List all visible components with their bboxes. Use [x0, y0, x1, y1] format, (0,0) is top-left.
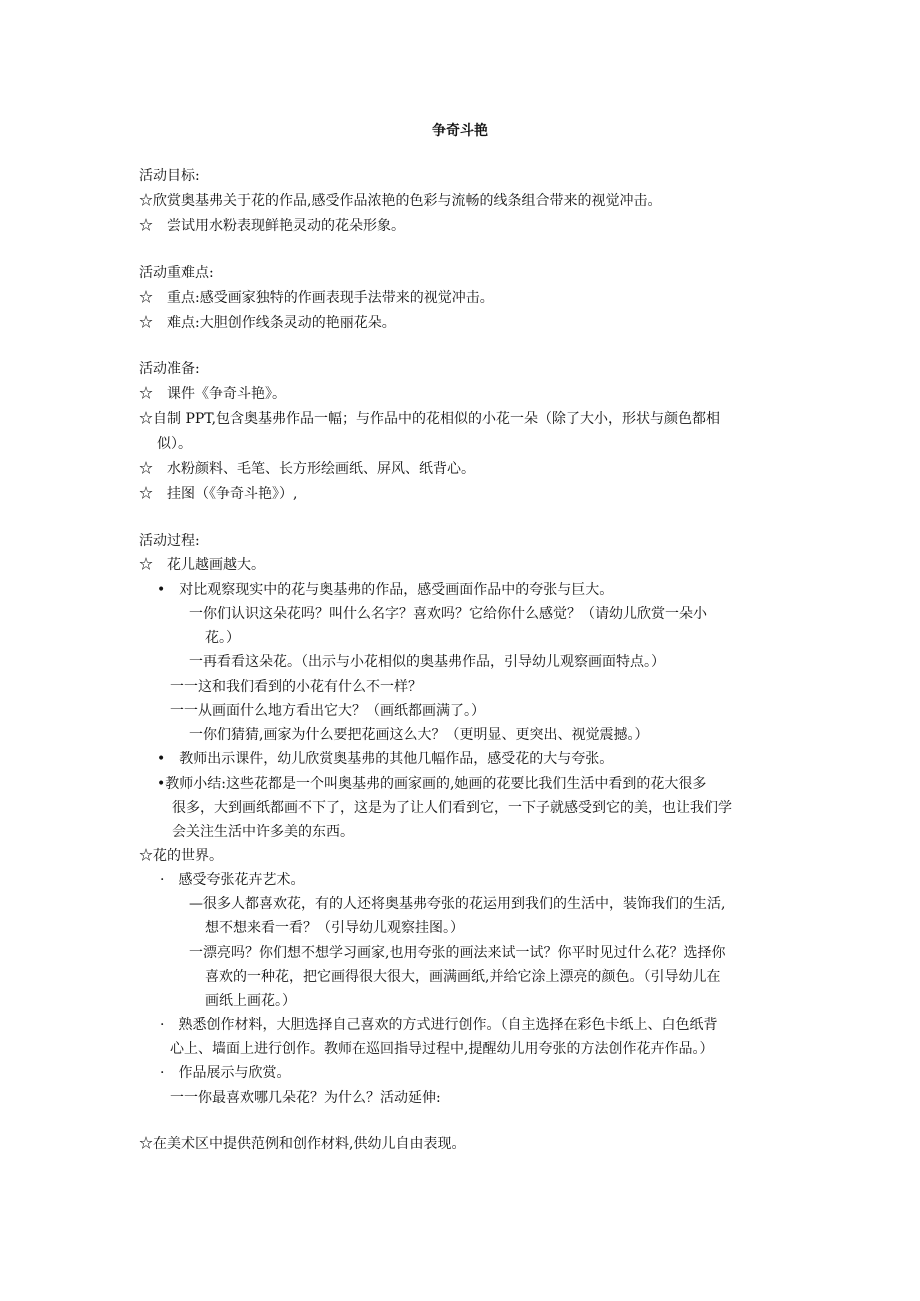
process-line: 一再看看这朵花。（出示与小花相似的奥基弗作品，引导幼儿观察画面特点。）	[189, 654, 665, 670]
process-line: 一一你最喜欢哪几朵花？为什么？活动延伸:	[170, 1090, 441, 1106]
process-line: 一漂亮吗？你们想不想学习画家,也用夸张的画法来试一试？你平时见过什么花？选择你	[189, 945, 726, 961]
preparation-item-continued: 似）。	[157, 436, 192, 452]
process-line: 很多，大到画纸都画不下了，这是为了让人们看到它，一下子就感受到它的美，也让我们学	[172, 800, 732, 816]
process-line: 一你们猜猜,画家为什么要把花画这么大？（更明显、更突出、视觉震撼。）	[189, 727, 649, 743]
process-line: ☆ 花儿越画越大。	[139, 557, 265, 573]
process-line: • 教师出示课件，幼儿欣赏奥基弗的其他几幅作品，感受花的大与夸张。	[157, 751, 614, 767]
extension-line: ☆在美术区中提供范例和创作材料,供幼儿自由表现。	[139, 1136, 466, 1152]
goal-item: ☆欣赏奥基弗关于花的作品,感受作品浓艳的色彩与流畅的线条组合带来的视觉冲击。	[139, 193, 662, 209]
preparation-heading: 活动准备:	[139, 361, 200, 377]
process-line: 一一从画面什么地方看出它大？（画纸都画满了。）	[170, 703, 485, 719]
key-point-item: ☆ 难点:大胆创作线条灵动的艳丽花朵。	[139, 315, 396, 331]
process-line: · 感受夸张花卉艺术。	[160, 872, 305, 888]
process-line: 一你们认识这朵花吗？叫什么名字？喜欢吗？它给你什么感觉？（请幼儿欣赏一朵小	[189, 606, 707, 622]
process-line: ☆花的世界。	[139, 848, 223, 864]
process-line: 心上、墙面上进行创作。教师在巡回指导过程中,提醒幼儿用夸张的方法创作花卉作品。）	[170, 1041, 714, 1057]
process-line: 一一这和我们看到的小花有什么不一样？	[170, 679, 422, 695]
preparation-item: ☆ 挂图（《争奇斗艳》）,	[139, 486, 298, 502]
key-points-heading: 活动重难点:	[139, 265, 214, 281]
process-line: 花。）	[205, 630, 240, 646]
preparation-item: ☆自制 PPT,包含奥基弗作品一幅；与作品中的花相似的小花一朵（除了大小，形状与颜色都相	[139, 411, 721, 427]
process-line: 喜欢的一种花，把它画得很大很大，画满画纸,并给它涂上漂亮的颜色。（引导幼儿在	[205, 969, 721, 985]
process-line: · 作品展示与欣赏。	[160, 1065, 291, 1081]
preparation-item: ☆ 水粉颜料、毛笔、长方形绘画纸、屏风、纸背心。	[139, 461, 475, 477]
process-heading: 活动过程:	[139, 533, 200, 549]
preparation-item: ☆ 课件《争奇斗艳》。	[139, 386, 286, 402]
key-point-item: ☆ 重点:感受画家独特的作画表现手法带来的视觉冲击。	[139, 290, 494, 306]
process-line: 画纸上画花。）	[205, 993, 296, 1009]
document-title: 争奇斗艳	[432, 123, 488, 139]
goal-item: ☆ 尝试用水粉表现鲜艳灵动的花朵形象。	[139, 218, 405, 234]
process-line: —很多人都喜欢花，有的人还将奥基弗夸张的花运用到我们的生活中，装饰我们的生活,	[189, 896, 726, 912]
goals-heading: 活动目标:	[139, 168, 200, 184]
process-line: 会关注生活中许多美的东西。	[172, 824, 354, 840]
process-line: 想不想来看一看？（引导幼儿观察挂图。）	[205, 920, 464, 936]
process-line: · 熟悉创作材料，大胆选择自己喜欢的方式进行创作。（自主选择在彩色卡纸上、白色纸背	[160, 1017, 718, 1033]
process-line: • 对比观察现实中的花与奥基弗的作品，感受画面作品中的夸张与巨大。	[157, 582, 614, 598]
process-line: •教师小结:这些花都是一个叫奥基弗的画家画的,她画的花要比我们生活中看到的花大很多	[157, 776, 707, 792]
